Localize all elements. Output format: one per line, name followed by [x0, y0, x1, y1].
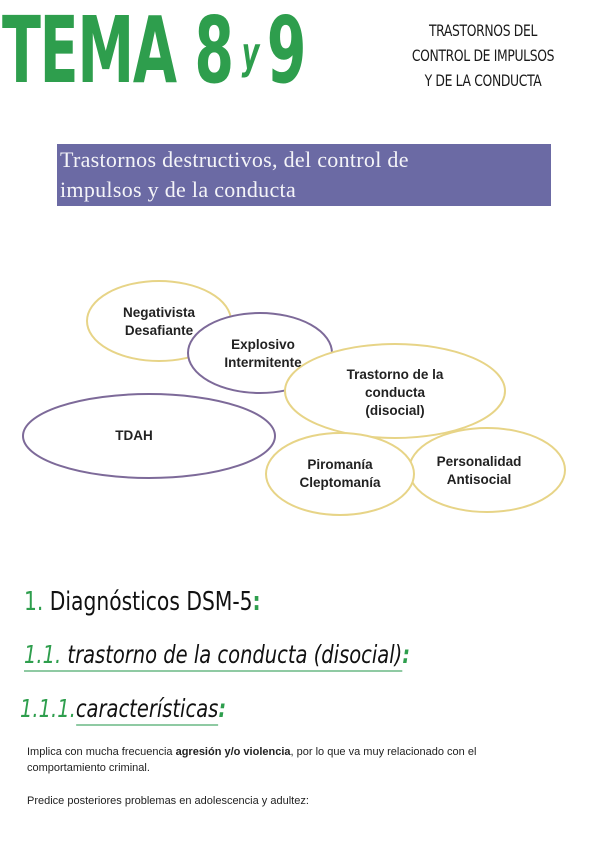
title-part2: 9	[266, 0, 306, 104]
node-piromania	[287, 456, 393, 492]
node-negativista-line-2: Desafiante	[124, 323, 194, 338]
page-subtitle	[405, 18, 562, 93]
paragraph-1	[27, 744, 547, 776]
diagram-heading-line-2: impulsos y de la conducta	[60, 177, 297, 202]
section-1-text: Diagnósticos DSM-5	[49, 587, 253, 617]
node-trastorno-line-3: (disocial)	[365, 403, 425, 418]
paragraph-2: Predice posteriores problemas en adolescencia y adultez:	[27, 795, 309, 807]
section-heading-1	[24, 587, 261, 617]
subtitle-line-2: CONTROL DE IMPULSOS	[411, 46, 555, 65]
node-tdah-line-1: TDAH	[115, 428, 153, 443]
section-1-1-1-colon: :	[218, 694, 227, 723]
title-connector: y	[241, 28, 259, 79]
node-personalidad-line-1: Personalidad	[436, 454, 522, 469]
node-personalidad-line-2: Antisocial	[446, 472, 512, 487]
section-1-1-text: trastorno de la conducta (disocial)	[67, 640, 403, 669]
page-title	[2, 0, 305, 109]
node-explosivo-line-1: Explosivo	[231, 337, 295, 352]
disorders-diagram	[22, 141, 570, 523]
node-trastorno-line-1: Trastorno de la	[346, 367, 444, 382]
section-1-number: 1.	[24, 587, 44, 617]
section-heading-1-1-1	[20, 694, 226, 723]
subtitle-line-3: Y DE LA CONDUCTA	[424, 71, 542, 90]
subtitle-line-1: TRASTORNOS DEL	[428, 21, 538, 40]
node-explosivo	[208, 336, 318, 372]
node-trastorno-conducta	[325, 366, 465, 420]
node-piromania-line-2: Cleptomanía	[299, 475, 381, 490]
node-trastorno-line-2: conducta	[364, 385, 425, 400]
section-1-colon: :	[252, 587, 261, 617]
section-1-1-colon: :	[402, 640, 411, 669]
node-piromania-line-1: Piromanía	[307, 457, 373, 472]
section-1-1-1-text: características	[76, 694, 218, 726]
section-1-1-1-number: 1.1.1.	[20, 694, 76, 723]
paragraph-1-bold: agresión y/o violencia	[175, 746, 291, 758]
node-explosivo-line-2: Intermitente	[224, 355, 302, 370]
diagram-heading-line-1: Trastornos destructivos, del control de	[60, 147, 409, 172]
paragraph-1-after: , por lo que va muy relacionado con el comportamiento criminal.	[27, 746, 477, 774]
paragraph-1-before: Implica con mucha frecuencia	[27, 746, 176, 758]
node-tdah	[84, 427, 184, 445]
section-1-1-number: 1.1.	[24, 640, 62, 669]
node-negativista-line-1: Negativista	[122, 305, 196, 320]
node-personalidad	[424, 453, 534, 489]
section-heading-1-1	[24, 640, 410, 669]
node-negativista	[107, 304, 211, 340]
title-part1: TEMA 8	[2, 0, 233, 104]
